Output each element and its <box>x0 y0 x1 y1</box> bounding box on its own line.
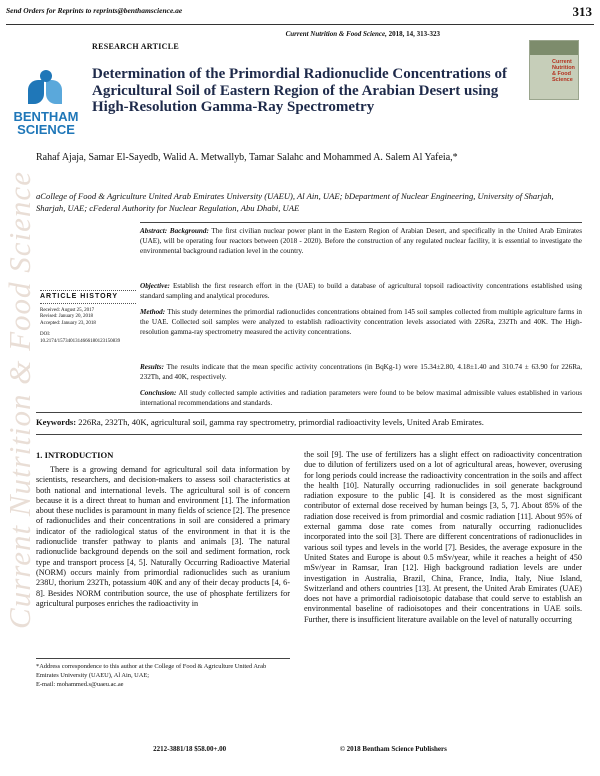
author-list: Rahaf Ajaja, Samar El-Sayedb, Walid A. Metwallyb, Tamar Salahc and Mohammed A. Salem Al Yafeia,* <box>36 152 458 163</box>
accepted-date: Accepted: January 23, 2018 <box>40 320 96 326</box>
abstract-objective: Objective: Establish the first research effort in the (UAE) to build a database of agricultural topsoil radioactivity concentrations established using standard sampling and analytical procedures. <box>140 282 583 301</box>
history-mid-rule <box>40 303 136 304</box>
article-title: Determination of the Primordial Radionuclide Concentrations of Agricultural Soil of Eastern Region of the Arabian Desert using High-Resolution Gamma-Ray Spectrometry <box>92 66 507 115</box>
correspondence-address: *Address correspondence to this author at the College of Food & Agriculture United Arab Emirates University (UAEU), Al Ain, UAE; <box>36 663 267 679</box>
abstract-background: Abstract: Background: The first civilian nuclear power plant in the Eastern Region of Arabian Desert, and specifically in the United Arab Emirates (UAE), will be operating four reactors between (2018 - 2020). Before the construction of any regulated nuclear facility, it is essential to investigate the environmental background radiation level in the country. <box>140 227 582 256</box>
cover-band <box>530 41 578 55</box>
journal-name: Current Nutrition & Food Science, <box>285 30 387 38</box>
intro-column-1: There is a growing demand for agricultural soil data information by scientists, researchers, and decision-makers to assess soil characteristics at both national and international levels. The agricultural soil is of concern because it is a direct threat to human and environment [1]. The information about these nuclides is paramount in many fields of science [2]. The presence of radionuclides and their concentrations in soil are considered a primary indicator of the radiological status of the environment in that it is the radionuclide transfer pathway to plants and animals [3]. The natural radionuclide background depends on the soil and sediment formation, rock type and transport process [4, 5]. Naturally Occurring Radioactive Material (NORM) occurs mainly from primordial radionuclides such as uranium 238U, thorium 232Th, potassium 40K and any of their decay products [4, 6-8]. Besides NORM contribution source, the use of phosphate fertilizers for agricultural purposes enriches the radioactivity in <box>36 465 290 608</box>
journal-volume: 2018, 14, 313-323 <box>388 30 440 38</box>
copyright: © 2018 Bentham Science Publishers <box>339 745 447 753</box>
doi-link[interactable]: 10.2174/1573401314666180123150839 <box>40 338 121 344</box>
received-date: Received: August 25, 2017 <box>40 308 95 313</box>
revised-date: Revised: January 20, 2018 <box>40 314 94 320</box>
journal-watermark: Current Nutrition & Food Science <box>2 171 37 629</box>
article-history-heading: ARTICLE HISTORY <box>40 293 119 300</box>
section-heading-introduction: 1. INTRODUCTION <box>36 450 114 460</box>
article-history <box>40 308 140 345</box>
affiliations: aCollege of Food & Agriculture United Arab Emirates University (UAEU), Al Ain, UAE; bDepartment of Nuclear Engineering, University of Sharjah, Sharjah, UAE; cFederal Authority for Nuclear Regulation, Abu Dhabi, UAE <box>36 191 554 213</box>
footnote-rule <box>36 658 290 659</box>
abstract-method: Method: This study determines the primordial radionuclides concentrations obtained from 145 soil samples collected from multiple agriculture farms in the UAE. Collected soil samples were analyzed to establish radioactivity concentration levels associated with 226Ra, 232Th and 40K. The High-resolution gamma-ray spectrometry measured the activity concentrations. <box>140 308 582 337</box>
page-footer <box>0 745 600 753</box>
page-number: 313 <box>572 4 592 19</box>
abstract-top-rule <box>140 222 582 223</box>
doi-label: DOI: <box>40 332 51 338</box>
keywords-top-rule <box>36 412 582 413</box>
correspondence-email[interactable]: E-mail: mohammed.s@uaeu.ac.ae <box>36 681 124 688</box>
abstract-conclusion: Conclusion: All study collected sample activities and radiation parameters were found to be below maximal admissible values established in various international recommendations and standards. <box>140 389 582 408</box>
abstract-results: Results: The results indicate that the mean specific activity concentrations (in BqKg-1) were 15.34±2.80, 4.18±1.40 and 310.74 ± 63.90 for 226Ra, 232Th, and 40K, respectively. <box>140 363 582 382</box>
intro-column-2: the soil [9]. The use of fertilizers has a slight effect on radioactivity concentration due to dilution of fertilizers used on a lot of agricultural areas, however, overusing for long periods could increase the radioactivity concentration in the soils and affect the health [10]. Naturally occurring radionuclides in soil generate background radiation exposure to the public [4]. It is considered as the most significant contributor of external dose received by human beings [3, 5, 7]. About 85% of the radiation dose received is from primordial and cosmic radiation [11]. About 95% of external gamma dose rate comes from naturally occurring radionuclides incorporated into the soil [3]. There are different concentrations of radionuclides in various soil types and levels in the world [7]. Besides, the average exposure in the United States and Europe is about 0.5 mSv/year, while it reaches a height of 450 mSv/year in Ramsar, Iran [12]. High background radiation levels are under investigation in Australia, Brazil, China, France, India, Italy, Niue Island, Switzerland and others countries [13]. At present, the United Arab Emirates (UAE) does not have a primordial radioisotopic database that could serve to establish an environmental baseline of radioisotopes and their concentrations in UAE soils. Further, there is insufficient literature available on the level of naturally occurring <box>304 450 582 624</box>
keywords: Keywords: 226Ra, 232Th, 40K, agricultural soil, gamma ray spectrometry, primordial radioactivity levels, United Arab Emirates. <box>36 417 484 427</box>
header-rule <box>6 24 594 25</box>
logo-line1: BENTHAM <box>13 109 79 124</box>
cover-title: Current Nutrition & Food Science <box>552 59 575 83</box>
bentham-logo-icon <box>26 70 66 110</box>
logo-line2: SCIENCE <box>17 122 75 137</box>
history-top-rule <box>40 290 136 291</box>
journal-cover-thumbnail <box>529 40 579 100</box>
bentham-logo <box>10 70 82 136</box>
keywords-bottom-rule <box>36 434 582 435</box>
correspondence-note <box>36 662 290 689</box>
reprint-notice: Send Orders for Reprints to reprints@benthamscience.ae <box>6 6 183 15</box>
issn-price: 2212-3881/18 $58.00+.00 <box>153 745 227 753</box>
journal-citation <box>140 30 440 38</box>
section-label: RESEARCH ARTICLE <box>92 42 179 51</box>
